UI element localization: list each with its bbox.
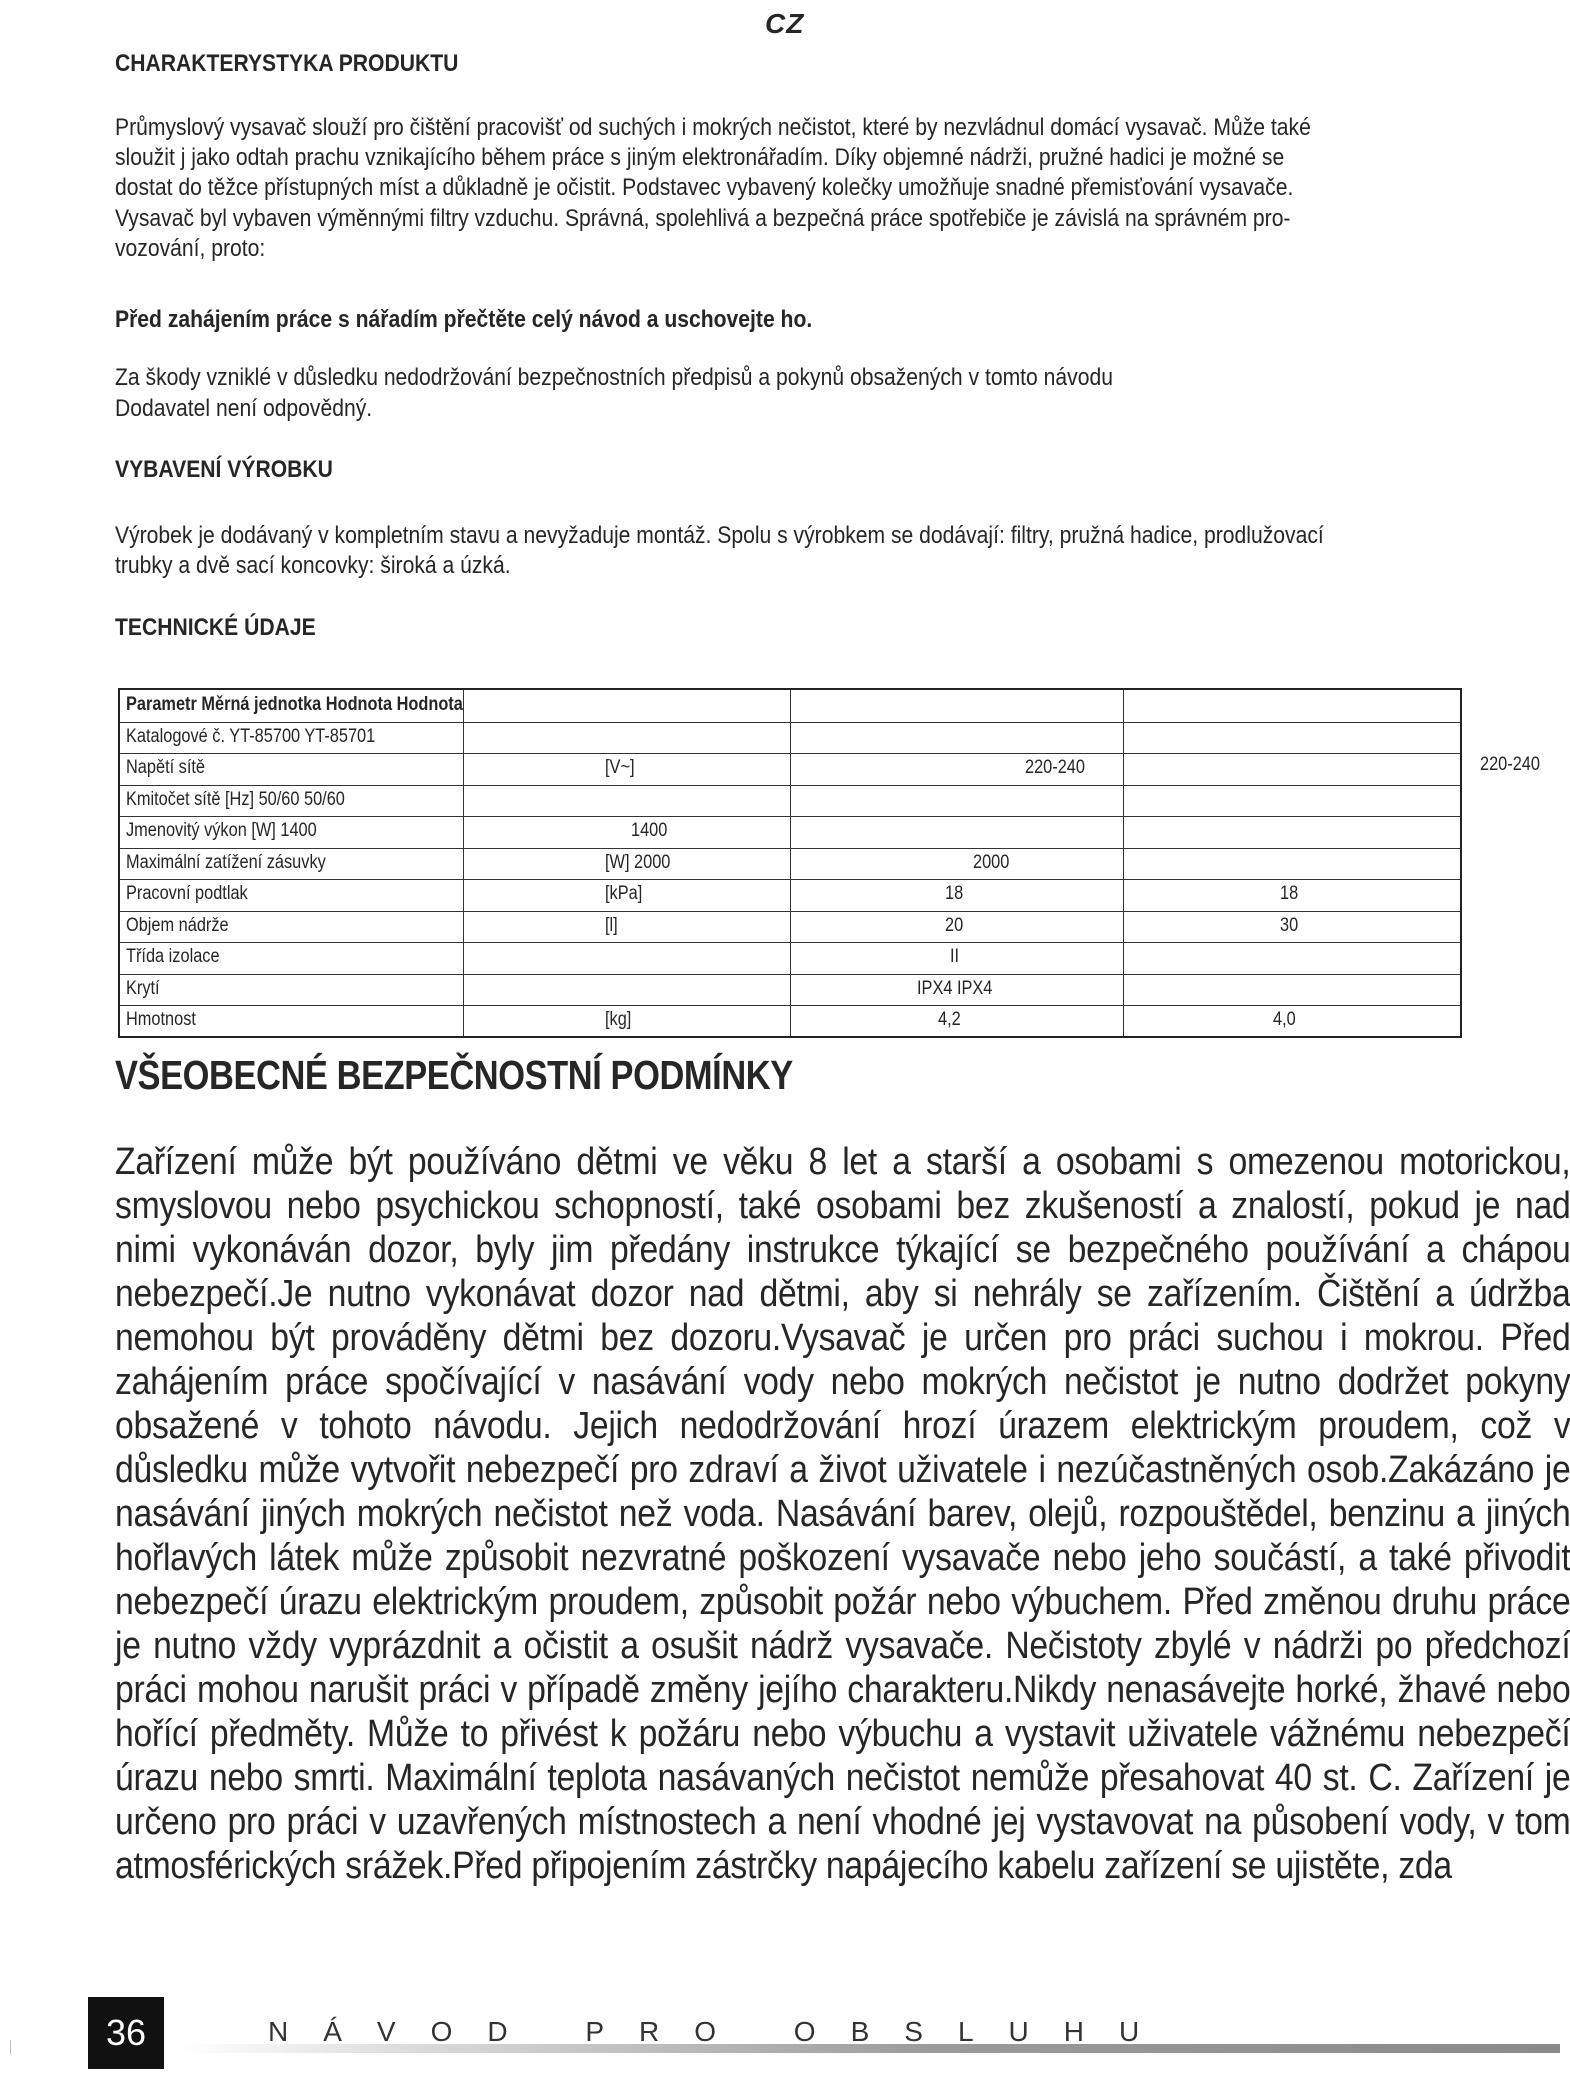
table-cell: Katalogové č. YT-85700 YT-85701 [126, 725, 376, 747]
section-title-equipment: VYBAVENÍ VÝROBKU [115, 456, 333, 483]
table-cell: 1400 [631, 820, 668, 841]
table-row [120, 974, 1460, 1007]
paragraph-line: Průmyslový vysavač slouží pro čištění pracovišť od suchých i mokrých nečistot, které by nezvládnul domácí vysavač. Může také [115, 114, 1311, 141]
table-row [120, 753, 1460, 786]
table-cell: [W] 2000 [605, 851, 671, 873]
table-cell: Objem nádrže [126, 914, 229, 936]
table-cell: 2000 [973, 851, 1010, 873]
technical-specs-table [118, 688, 1462, 1038]
table-cell: [kg] [605, 1009, 632, 1030]
table-cell: Napětí sítě [126, 757, 206, 778]
table-row [120, 722, 1460, 755]
table-cell: [kPa] [605, 883, 643, 904]
table-cell: 4,0 [1273, 1009, 1296, 1030]
table-row [120, 1005, 1460, 1037]
table-cell: Pracovní podtlak [126, 883, 248, 904]
table-cell: [V~] [605, 757, 635, 778]
page-number-label: 36 [105, 2012, 147, 2053]
paragraph-line: trubky a dvě sací koncovky: široká a úzká. [115, 552, 511, 579]
language-code: CZ [765, 8, 805, 39]
table-cell: Jmenovitý výkon [W] 1400 [126, 820, 317, 841]
paragraph-line: Dodavatel není odpovědný. [115, 395, 373, 422]
safety-paragraph: Zařízení může být používáno dětmi ve věku 8 let a starší a osobami s omezenou motorickou, smyslovou nebo psychickou schopností, také osobami bez zkušeností a znalostí, pokud je nad nimi vykonáván dozor, byly jim předány instrukce týkající se bezpečného používání a chápou nebezpečí.Je nutno vykonávat dozor nad dětmi, aby si nehrály se zařízením. Čištění a údržba nemohou být prováděny dětmi bez dozoru.Vysavač je určen pro práci suchou i mokrou. Před zahájením práce spočívající v nasávání vody nebo mokrých nečistot je nutno dodržet pokyny obsažené v tohoto návodu. Jejich nedodržování hrozí úrazem elektrickým proudem, což v důsledku může vytvořit nebezpečí pro zdraví a život uživatele i nezúčastněných osob.Zakázáno je nasávání jiných mokrých nečistot než voda. Nasávání barev, olejů, rozpouštědel, benzinu a jiných hořlavých látek může způsobit nezvratné poškození vysavače nebo jeho součástí, a také přivodit nebezpečí úrazu elektrickým proudem, způsobit požár nebo výbuchem. Před změnou druhu práce je nutno vždy vyprázdnit a očistit a osušit nádrž vysavače. Nečistoty zbylé v nádrži po předchozí práci mohou narušit práci v případě změny jejího charakteru.Nikdy nenasávejte horké, žhavé nebo hořící předměty. Může to přivést k požáru nebo výbuchu a vystavit uživatele vážnému nebezpečí úrazu nebo smrti. Maximální teplota nasávaných nečistot nemůže přesahovat 40 st. C. Zařízení je určeno pro práci v uzavřených místnostech a není vhodné jej vystavovat na působení vody, v tom atmosférických srážek.Před připojením zástrčky napájecího kabelu zařízení se ujistěte, zda [115, 1141, 1570, 1887]
section-title-safety: VŠEOBECNÉ BEZPEČNOSTNÍ PODMÍNKY [115, 1052, 793, 1098]
table-cell: Hmotnost [126, 1009, 196, 1030]
table-row [120, 848, 1460, 881]
read-manual-notice: Před zahájením práce s nářadím přečtěte celý návod a uschovejte ho. [115, 306, 813, 333]
paragraph-line: Za škody vzniklé v důsledku nedodržování bezpečnostních předpisů a pokynů obsažených v tomto návodu [115, 364, 1113, 391]
table-cell: 20 [945, 914, 964, 936]
table-cell: Maximální zatížení zásuvky [126, 851, 326, 873]
table-cell: Třída izolace [126, 946, 220, 967]
table-cell: Krytí [126, 977, 160, 999]
table-cell: [l] [605, 914, 618, 936]
table-cell: 220-240 [1025, 757, 1085, 778]
table-row [120, 785, 1460, 818]
section-title-characteristics: CHARAKTERYSTYKA PRODUKTU [115, 50, 459, 77]
paragraph-line: dostat do těžce přístupných míst a důkladně je očistit. Podstavec vybavený kolečky umožňuje snadné přemisťování vysavače. [115, 174, 1294, 201]
footer-title: NÁVOD PRO OBSLUHU [268, 2016, 1175, 2047]
table-row [120, 942, 1460, 975]
paragraph-line: sloužit j jako odtah prachu vznikajícího během práce s jiným elektronářadím. Díky objemné nádrži, pružné hadici je možné se [115, 144, 1285, 171]
table-header-row [120, 690, 1460, 723]
table-header: Parametr Měrná jednotka Hodnota Hodnota [126, 694, 463, 715]
table-cell: IPX4 IPX4 [917, 977, 993, 999]
table-cell: 4,2 [938, 1009, 961, 1030]
table-cell: 18 [1280, 883, 1299, 904]
paragraph-line: vozování, proto: [115, 235, 266, 262]
table-cell: II [950, 946, 960, 967]
table-row [120, 816, 1460, 849]
paragraph-line: Výrobek je dodávaný v kompletním stavu a nevyžaduje montáž. Spolu s výrobkem se dodávají: filtry, pružná hadice, prodlužovací [115, 522, 1324, 549]
table-cell: 18 [945, 883, 964, 904]
overflow-table-value: 220-240 [1480, 754, 1540, 775]
table-row [120, 879, 1460, 912]
table-cell: 30 [1280, 914, 1299, 936]
page-number [88, 1997, 164, 2069]
margin-mark [10, 2040, 11, 2054]
table-cell: Kmitočet sítě [Hz] 50/60 50/60 [126, 788, 345, 810]
section-title-technical: TECHNICKÉ ÚDAJE [115, 614, 316, 641]
table-row [120, 911, 1460, 944]
paragraph-line: Vysavač byl vybaven výměnnými filtry vzduchu. Správná, spolehlivá a bezpečná práce spotřebiče je závislá na správném pro- [115, 205, 1291, 232]
